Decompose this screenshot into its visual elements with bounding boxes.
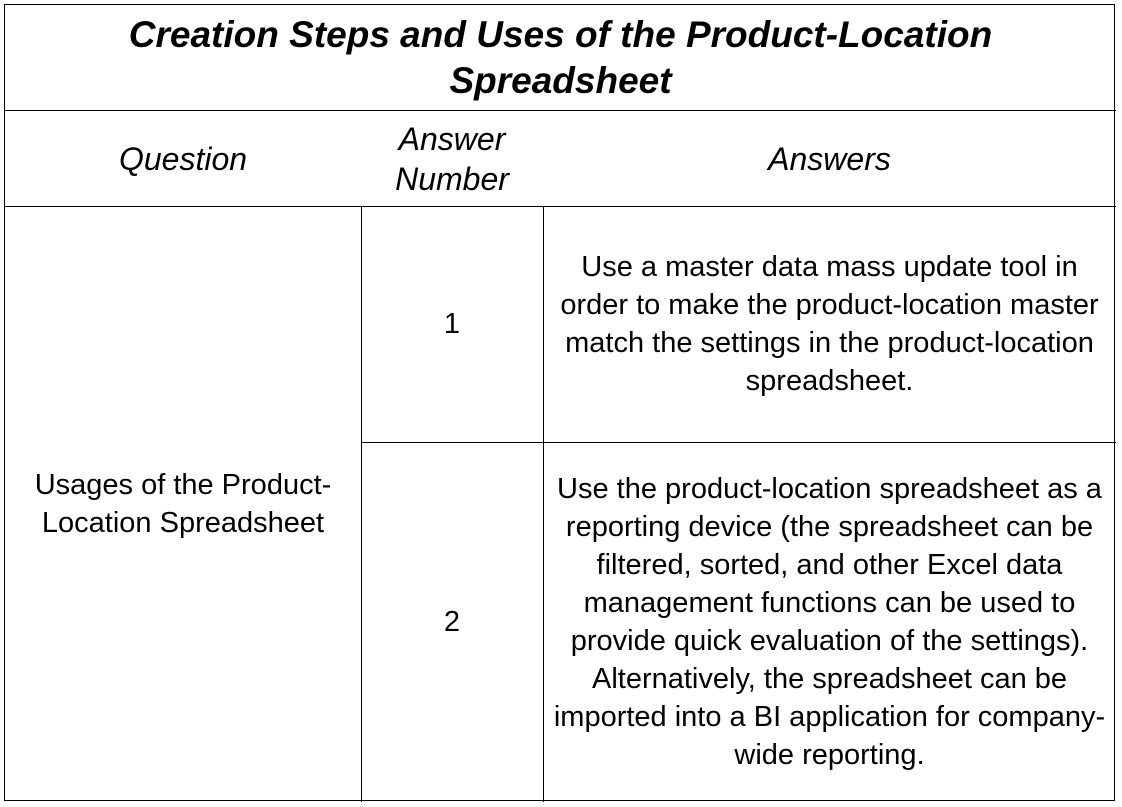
header-answers: Answers <box>768 141 891 177</box>
answer-number-1: 1 <box>443 308 461 340</box>
header-question: Question <box>118 141 248 177</box>
answer-number-2: 2 <box>443 606 461 638</box>
answer-text-2: Use the product-location spreadsheet as a reporting device (the spreadsheet can be filtered, sorted, and other Excel data management functions can be used to provide quick evaluation of the settings). Alternatively, the spreadsheet can be imported into a BI application for company-wide reporting. <box>553 473 1106 771</box>
table-title: Creation Steps and Uses of the Product-Location Spreadsheet <box>128 14 993 101</box>
table-frame <box>4 4 1115 801</box>
question-cell: Usages of the Product-Location Spreadsheet <box>34 469 332 539</box>
header-answer-number: Answer Number <box>395 121 509 197</box>
answer-text-1: Use a master data mass update tool in order to make the product-location master match the settings in the product-location spreadsheet. <box>560 251 1099 397</box>
